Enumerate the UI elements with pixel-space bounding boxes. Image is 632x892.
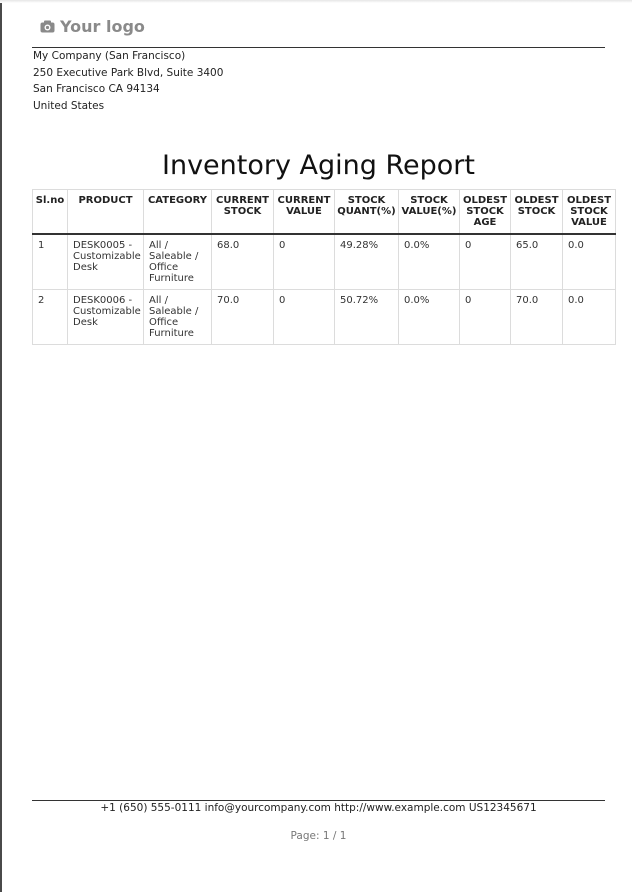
header-product: PRODUCT xyxy=(68,190,144,235)
header-oldest-stock-value: OLDEST STOCK VALUE xyxy=(563,190,616,235)
cell-oldest-stock: 70.0 xyxy=(511,290,563,345)
cell-slno: 1 xyxy=(33,234,68,290)
header-current-value: CURRENT VALUE xyxy=(274,190,335,235)
company-address xyxy=(33,48,223,114)
footer-website: http://www.example.com xyxy=(334,802,466,814)
cell-oldest-stock-value: 0.0 xyxy=(563,234,616,290)
cell-oldest-stock-age: 0 xyxy=(460,290,511,345)
cell-category: All / Saleable / Office Furniture xyxy=(144,290,212,345)
address-line-2: San Francisco CA 94134 xyxy=(33,83,160,95)
cell-stock-quant: 50.72% xyxy=(335,290,399,345)
cell-current-value: 0 xyxy=(274,234,335,290)
header-slno: Sl.no xyxy=(33,190,68,235)
page-separator: / xyxy=(332,830,337,842)
header-current-stock: CURRENT STOCK xyxy=(212,190,274,235)
cell-current-stock: 68.0 xyxy=(212,234,274,290)
footer-phone: +1 (650) 555-0111 xyxy=(100,802,202,814)
logo-text: Your logo xyxy=(60,17,145,36)
footer-email: info@yourcompany.com xyxy=(204,802,331,814)
header-stock-value: STOCK VALUE(%) xyxy=(399,190,460,235)
company-logo xyxy=(40,17,145,36)
table-row xyxy=(33,234,616,290)
header-category: CATEGORY xyxy=(144,190,212,235)
cell-stock-value: 0.0% xyxy=(399,234,460,290)
cell-oldest-stock: 65.0 xyxy=(511,234,563,290)
page-number xyxy=(32,830,605,842)
page-label: Page: xyxy=(290,830,320,842)
cell-product: DESK0006 - Customizable Desk xyxy=(68,290,144,345)
cell-current-stock: 70.0 xyxy=(212,290,274,345)
table-header-row xyxy=(33,190,616,235)
cell-slno: 2 xyxy=(33,290,68,345)
cell-product: DESK0005 - Customizable Desk xyxy=(68,234,144,290)
cell-stock-value: 0.0% xyxy=(399,290,460,345)
cell-current-value: 0 xyxy=(274,290,335,345)
table-row xyxy=(33,290,616,345)
inventory-aging-table xyxy=(32,189,616,345)
footer-tax-id: US12345671 xyxy=(468,802,537,814)
company-name: My Company (San Francisco) xyxy=(33,50,186,62)
cell-oldest-stock-age: 0 xyxy=(460,234,511,290)
page-current: 1 xyxy=(322,830,330,842)
cell-category: All / Saleable / Office Furniture xyxy=(144,234,212,290)
page-total: 1 xyxy=(339,830,347,842)
cell-oldest-stock-value: 0.0 xyxy=(563,290,616,345)
page-top-shadow xyxy=(0,0,632,3)
address-line-1: 250 Executive Park Blvd, Suite 3400 xyxy=(33,66,224,79)
address-country: United States xyxy=(33,99,105,112)
header-stock-quant: STOCK QUANT(%) xyxy=(335,190,399,235)
report-title: Inventory Aging Report xyxy=(162,150,475,181)
header-oldest-stock-age: OLDEST STOCK AGE xyxy=(460,190,511,235)
footer-contact xyxy=(32,802,605,814)
cell-stock-quant: 49.28% xyxy=(335,234,399,290)
page-left-border xyxy=(0,0,2,892)
camera-icon xyxy=(40,20,55,33)
header-oldest-stock: OLDEST STOCK xyxy=(511,190,563,235)
footer-divider xyxy=(32,800,605,801)
